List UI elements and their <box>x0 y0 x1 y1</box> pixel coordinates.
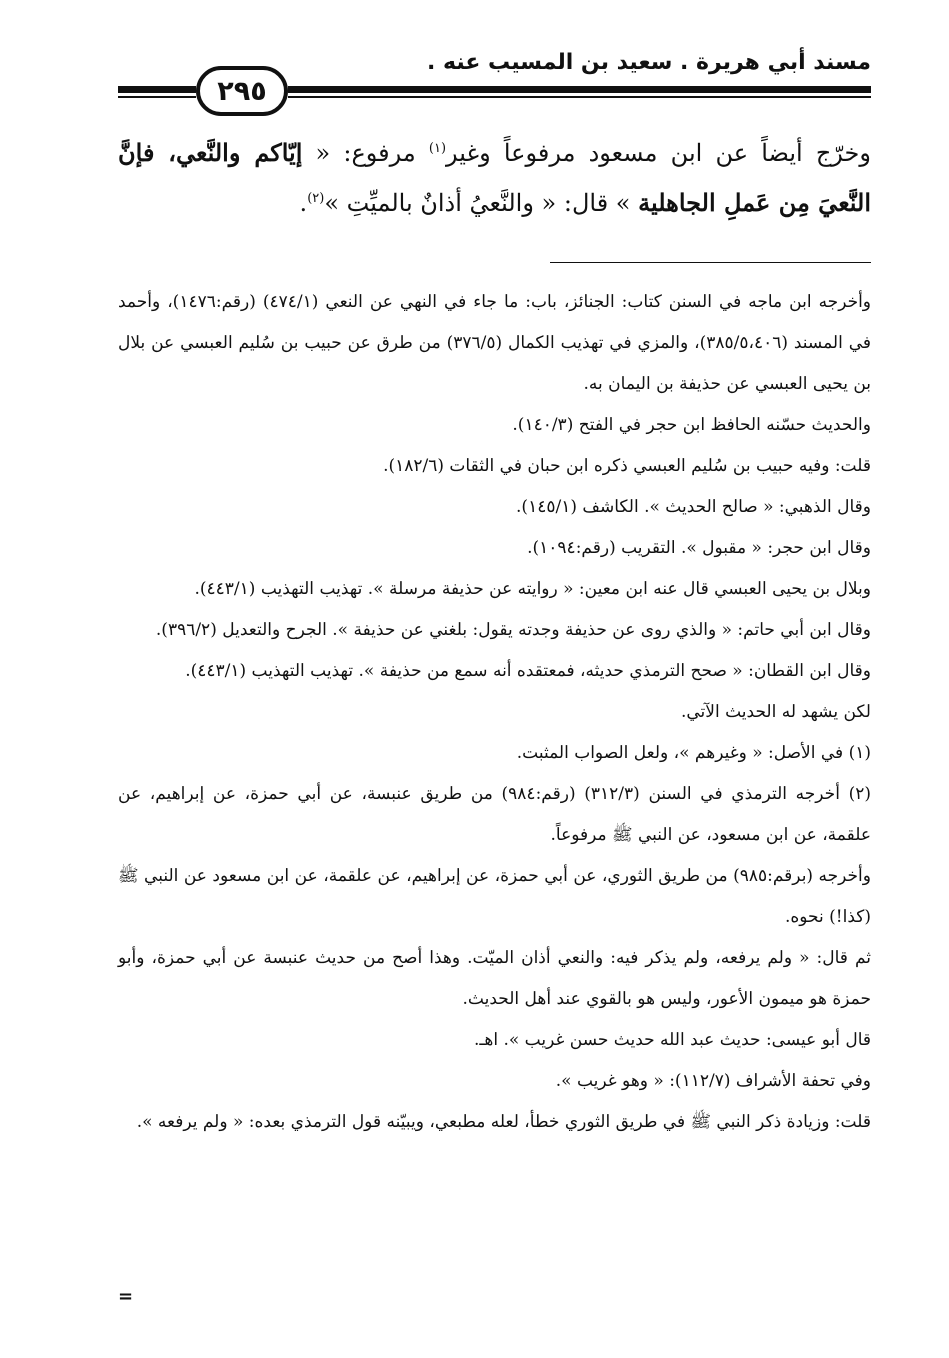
commentary-paragraph: وبلال بن يحيى العبسي قال عنه ابن معين: « روايته عن حذيفة مرسلة ». تهذيب التهذيب (٤٤٣/١). <box>194 579 871 599</box>
header-rule-left-thick <box>118 86 196 93</box>
main-hadith-text <box>118 128 871 228</box>
header-rule-thin <box>288 96 871 98</box>
footnote-ref-2: (٢) <box>307 191 325 206</box>
footnote-continuation: وأخرجه (برقم:٩٨٥) من طريق الثوري، عن أبي حمزة، عن إبراهيم، عن علقمة، عن ابن مسعود عن النبي ﷺ (كذا!) نحوه. <box>118 866 871 927</box>
continuation-mark: = <box>118 1286 134 1307</box>
header-rule-thick <box>288 86 871 93</box>
intro-text: وخرّج أيضاً عن ابن مسعود مرفوعاً وغير <box>446 139 871 167</box>
page-number-badge <box>196 66 288 116</box>
footnote-2: (٢) أخرجه الترمذي في السنن (٣١٢/٣) (رقم:٩٨٤) من طريق عنبسة، عن أبي حمزة، عن إبراهيم، عن علقمة، عن ابن مسعود، عن النبي ﷺ مرفوعاً. <box>118 784 872 845</box>
footnote-continuation: قال أبو عيسى: حديث عبد الله حديث حسن غريب ». اهـ. <box>473 1030 871 1050</box>
footnote-continuation: وفي تحفة الأشراف (١١٢/٧): « وهو غريب ». <box>555 1071 871 1091</box>
header-rule-left-thin <box>118 96 196 98</box>
commentary-paragraph: قلت: وفيه حبيب بن سُليم العبسي ذكره ابن حبان في الثقات (١٨٢/٦). <box>383 456 871 476</box>
commentary-section <box>118 282 871 1143</box>
running-title: مسند أبي هريرة . سعيد بن المسيب عنه . <box>427 50 871 75</box>
footnote-ref-1: (١) <box>428 141 447 156</box>
footnote-divider <box>550 262 871 263</box>
after-hadith-text: » قال: « والنَّعيُ أذانٌ بالميِّتِ » <box>324 189 639 217</box>
commentary-paragraph: وأخرجه ابن ماجه في السنن كتاب: الجنائز، باب: ما جاء في النهي عن النعي (٤٧٤/١) (رقم:١٤٧٦)، وأحمد في المسند (٣٨٥/٥،٤٠٦)، والمزي في تهذيب الكمال (٣٧٦/٥) من طرق عن حبيب بن سُليم العبسي عن بلال بن يحيى العبسي عن حذيفة بن اليمان به. <box>118 292 872 394</box>
commentary-paragraph: وقال ابن أبي حاتم: « والذي روى عن حذيفة وجدته يقول: بلغني عن حذيفة ». الجرح والتعديل (٣٩٦/٢). <box>155 620 871 640</box>
commentary-paragraph: لكن يشهد له الحديث الآتي. <box>680 702 871 722</box>
commentary-paragraph: وقال ابن حجر: « مقبول ». التقريب (رقم:١٠٩٤). <box>527 538 871 558</box>
footnote-continuation: ثم قال: « ولم يرفعه، ولم يذكر فيه: والنعي أذان الميّت. وهذا أصح من حديث عنبسة عن أبي حمزة، وأبو حمزة هو ميمون الأعور، وليس هو بالقوي عند أهل الحديث. <box>118 948 871 1009</box>
page-number: ٢٩٥ <box>217 75 267 107</box>
hadith-text: إيّاكم والنَّعي، فإنَّ النَّعيَ مِن عَملِ الجاهلية <box>118 138 871 217</box>
line-end: . <box>299 189 308 217</box>
footnote-1: (١) في الأصل: « وغيرهم »، ولعل الصواب المثبت. <box>516 743 871 763</box>
footnote-continuation: قلت: وزيادة ذكر النبي ﷺ في طريق الثوري خطأ، لعله مطبعي، ويبيّنه قول الترمذي بعده: « ولم يرفعه ». <box>136 1112 871 1132</box>
commentary-paragraph: والحديث حسّنه الحافظ ابن حجر في الفتح (١٤٠/٣). <box>512 415 871 435</box>
commentary-paragraph: وقال ابن القطان: « صحح الترمذي حديثه، فمعتقده أنه سمع من حذيفة ». تهذيب التهذيب (٤٤٣/١). <box>185 661 871 681</box>
commentary-paragraph: وقال الذهبي: « صالح الحديث ». الكاشف (١٤٥/١). <box>516 497 871 517</box>
marfu-label: مرفوع: « <box>302 139 429 167</box>
